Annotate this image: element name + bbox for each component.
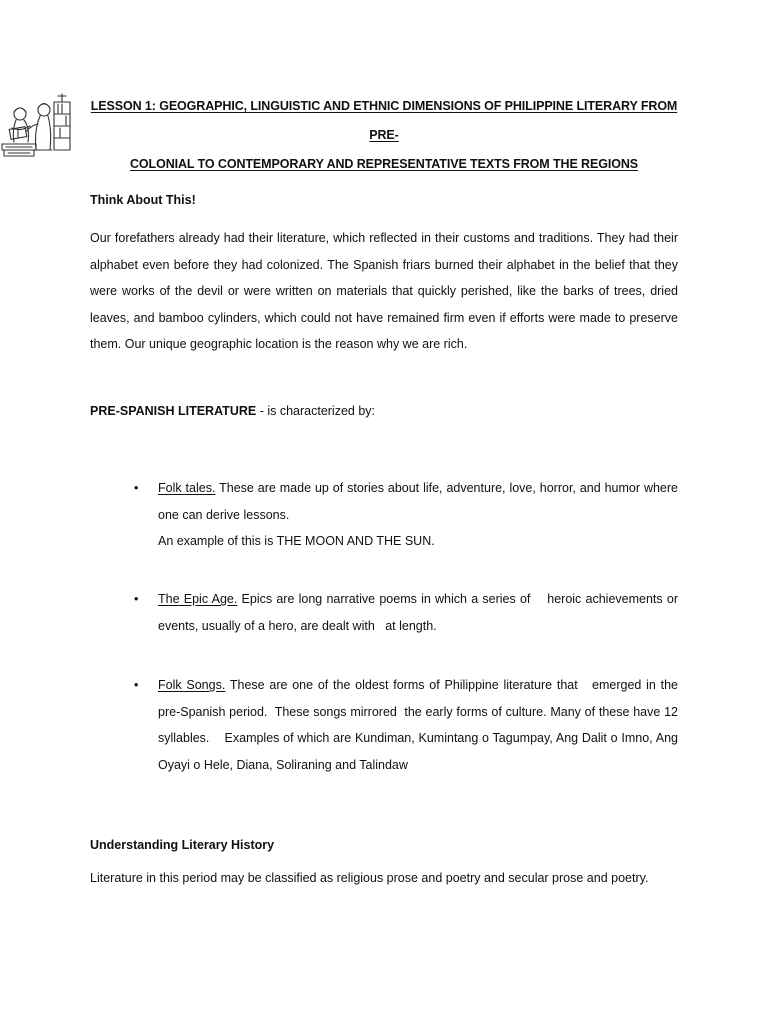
title-line-1: LESSON 1: GEOGRAPHIC, LINGUISTIC AND ETHNIC DIMENSIONS OF PHILIPPINE LITERARY FROM PRE- — [90, 99, 678, 142]
epic-age-text: Epics are long narrative poems in which a series of heroic achievements or events, usually of a hero, are dealt with at length. — [158, 592, 682, 633]
lesson-title — [80, 92, 688, 179]
folk-tales-term: Folk tales. — [158, 481, 216, 495]
folk-tales-example: An example of this is THE MOON AND THE SUN. — [158, 534, 435, 548]
understanding-literary-history-heading: Understanding Literary History — [90, 838, 275, 852]
pre-spanish-heading — [90, 404, 375, 418]
reading-figures-illustration-icon — [0, 92, 78, 162]
bullet-symbol: • — [134, 481, 139, 495]
epic-age-term: The Epic Age. — [158, 592, 238, 606]
list-item-folk-tales — [158, 475, 678, 555]
understanding-literary-history-paragraph: Literature in this period may be classified as religious prose and poetry and secular prose and poetry. — [90, 871, 649, 885]
pre-spanish-suffix: - is characterized by: — [256, 404, 376, 418]
list-item-epic-age — [158, 586, 682, 639]
bullet-symbol: • — [134, 592, 139, 606]
bullet-symbol: • — [134, 678, 139, 692]
title-line-2: COLONIAL TO CONTEMPORARY AND REPRESENTATIVE TEXTS FROM THE REGIONS — [129, 157, 639, 171]
folk-songs-term: Folk Songs. — [158, 678, 226, 692]
think-about-this-heading: Think About This! — [90, 193, 196, 207]
folk-tales-text: These are made up of stories about life, adventure, love, horror, and humor where one can derive lessons. — [158, 481, 679, 522]
list-item-folk-songs — [158, 672, 682, 778]
folk-songs-text: These are one of the oldest forms of Philippine literature that emerged in the pre-Spanish period. These songs mirrored the early forms of culture. Many of these have 12 syllables. Examples of which are Kundiman, Kumintang o Tagumpay, Ang Dalit o Imno, Ang Oyayi o Hele, Diana, Soliraning and Talindaw — [158, 678, 682, 772]
pre-spanish-label: PRE-SPANISH LITERATURE — [90, 404, 257, 418]
think-about-this-paragraph: Our forefathers already had their literature, which reflected in their customs and traditions. They had their alphabet even before they had colonized. The Spanish friars burned their alphabet in the belief that they were works of the devil or were written on materials that quickly perished, like the barks of trees, dried leaves, and bamboo cylinders, which could not have remained firm even if efforts were made to preserve them. Our unique geographic location is the reason why we are rich. — [90, 231, 678, 351]
